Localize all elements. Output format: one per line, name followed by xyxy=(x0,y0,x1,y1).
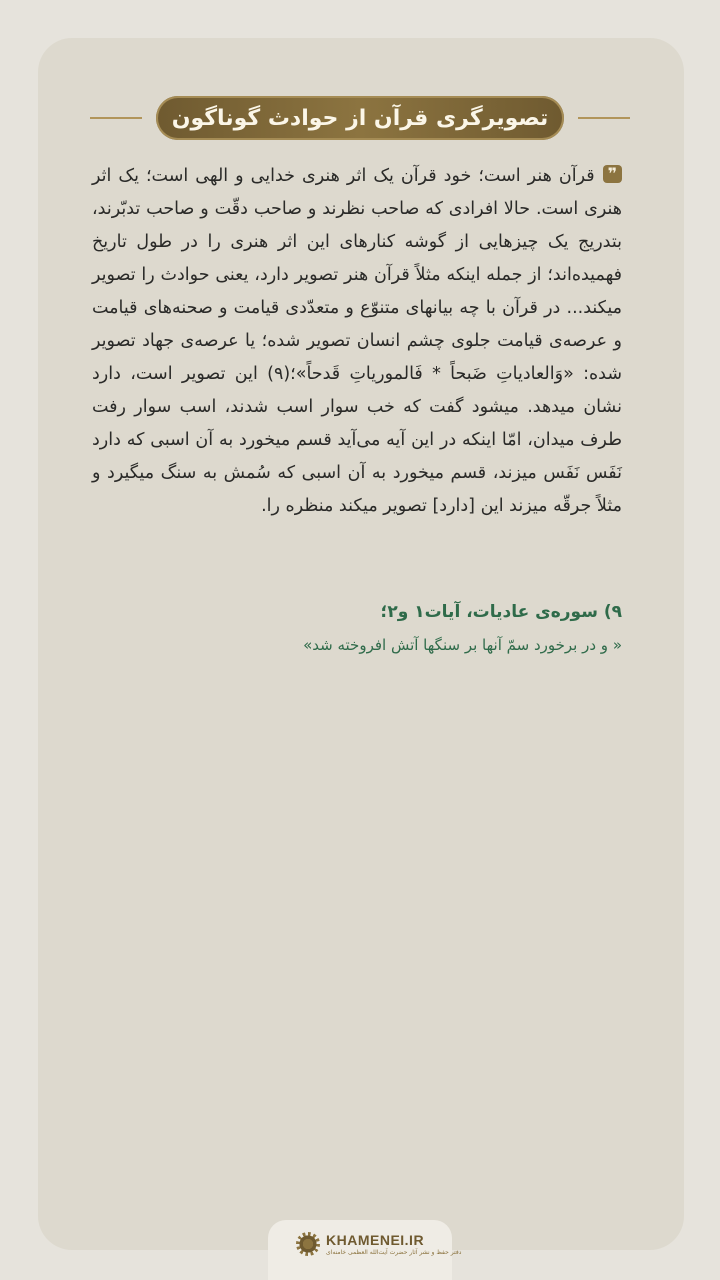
page-title: تصویرگری قرآن از حوادث گوناگون xyxy=(156,96,564,140)
quote-icon: ❞ xyxy=(603,165,622,183)
title-divider-right xyxy=(578,117,630,119)
body-paragraph xyxy=(92,160,622,523)
logo-subtitle: دفتر حفظ و نشر آثار حضرت آیت‌الله العظمی خامنه‌ای xyxy=(326,1249,462,1256)
logo-name: KHAMENEI.IR xyxy=(326,1232,425,1248)
reference-text: « و در برخورد سمّ آنها بر سنگها آتش افروخته شد» xyxy=(303,636,622,654)
emblem-icon xyxy=(296,1232,320,1256)
body-text: قرآن هنر است؛ خود قرآن یک اثر هنری خدایی و الهی است؛ یک اثر هنری است. حالا افرادی که صاحب نظرند و صاحب دقّت و صاحب تدبّرند، بتدریج یک چیزهایی از گوشه کنارهای این اثر هنری را در طول تاریخ فهمیده‌اند؛ از جمله اینکه مثلاً قرآن هنر تصویر دارد، یعنی حوادث را تصویر میکند... در قرآن با چه بیانهای متنوّع و متعدّدی قیامت و صحنه‌های قیامت و عرصه‌ی قیامت جلوی چشم انسان تصویر شده؛ یا عرصه‌ی جهاد تصویر شده: «وَالعادیاتِ ضَبحاً * فَالموریاتِ قَدحاً»؛(۹) این تصویر است، دارد نشان میدهد. میشود گفت که خب سوار اسب شدند، اسب سوار رفت طرف میدان، امّا اینکه در این آیه می‌آید قسم میخورد به آن اسبی که دارد نَفَس نَفَس میزند، قسم میخورد به آن اسبی که سُمش به سنگ میگیرد و مثلاً جرقّه میزند این [دارد] تصویر میکند منظره را. xyxy=(92,166,622,516)
footer-logo[interactable] xyxy=(296,1232,461,1256)
title-banner xyxy=(90,96,630,140)
title-divider-left xyxy=(90,117,142,119)
reference-title: ۹) سوره‌ی عادیات، آیات۱ و۲؛ xyxy=(380,602,622,622)
